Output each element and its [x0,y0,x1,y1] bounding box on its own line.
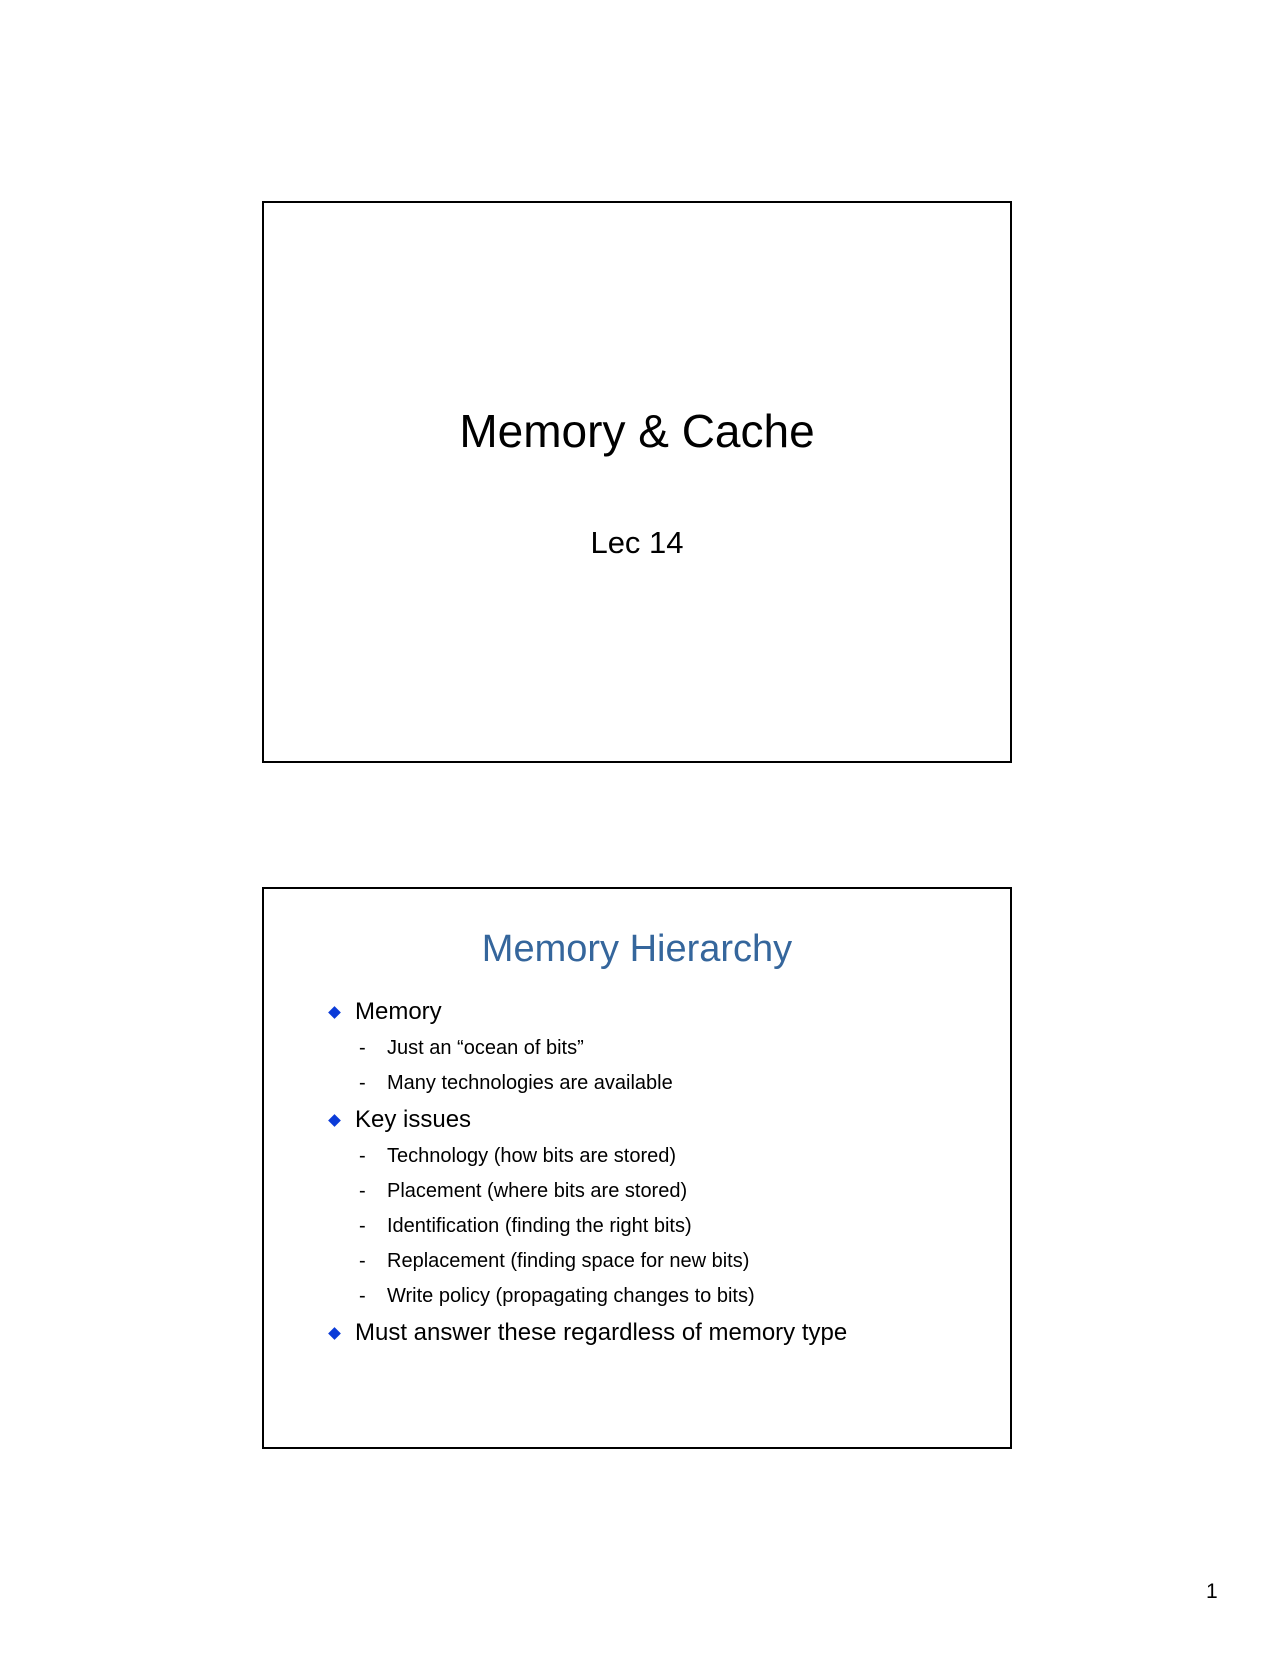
sub-item-text: Placement (where bits are stored) [387,1180,688,1202]
page-number: 1 [1206,1580,1218,1603]
slide-1 [262,201,1012,763]
bullet-list [328,997,847,1348]
slide-1-subtitle: Lec 14 [590,525,684,560]
dash-marker: - [359,1215,366,1237]
sub-item [359,1209,847,1244]
sub-item-text: Replacement (finding space for new bits) [387,1250,750,1272]
dash-marker: - [359,1285,366,1307]
slide-2 [262,887,1012,1449]
sub-item-text: Write policy (propagating changes to bits) [387,1285,755,1307]
bullet-item [328,1105,847,1314]
sub-item [359,1244,847,1279]
diamond-bullet-icon [328,1327,341,1340]
bullet-item [328,997,847,1101]
diamond-bullet-icon [328,1114,341,1127]
sub-item [359,1279,847,1314]
slide-2-title: Memory Hierarchy [481,928,793,970]
sub-item [359,1174,847,1209]
sub-list [359,1031,847,1101]
bullet-text: Must answer these regardless of memory type [355,1319,848,1346]
dash-marker: - [359,1145,366,1167]
sub-item-text: Identification (finding the right bits) [387,1215,692,1237]
sub-item-text: Technology (how bits are stored) [387,1145,677,1167]
diamond-bullet-icon [328,1006,341,1019]
bullet-text: Key issues [355,1106,472,1133]
dash-marker: - [359,1180,366,1202]
sub-item-text: Many technologies are available [387,1072,673,1094]
sub-item [359,1139,847,1174]
dash-marker: - [359,1072,366,1094]
bullet-text: Memory [355,998,442,1025]
slide-1-title: Memory & Cache [459,405,815,457]
sub-list [359,1139,847,1314]
sub-item [359,1031,847,1066]
dash-marker: - [359,1037,366,1059]
dash-marker: - [359,1250,366,1272]
sub-item [359,1066,847,1101]
sub-item-text: Just an “ocean of bits” [387,1037,584,1059]
bullet-item [328,1318,847,1348]
